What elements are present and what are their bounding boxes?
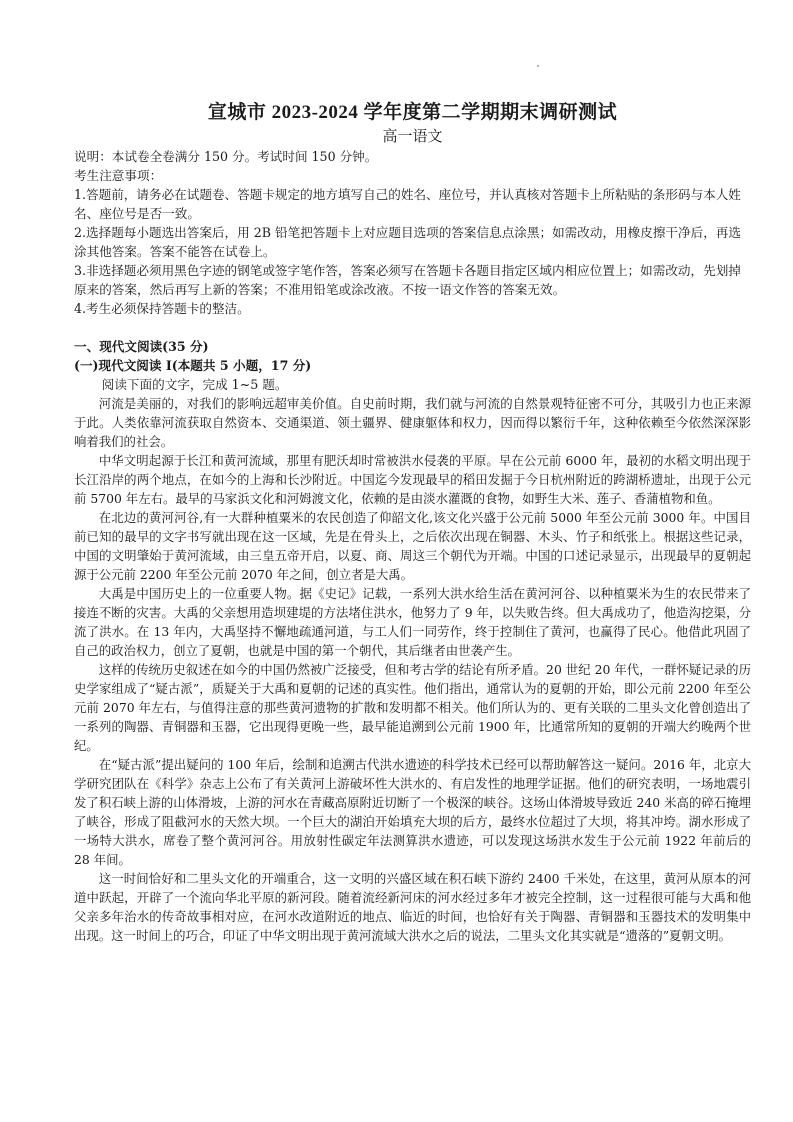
reading-instruction: 阅读下面的文字，完成 1~5 题。 — [101, 377, 288, 392]
exam-instructions: 说明：本试卷全卷满分 150 分。考试时间 150 分钟。 — [74, 149, 378, 164]
passage-paragraph: 这样的传统历史叙述在如今的中国仍然被广泛接受，但和考古学的结论有所矛盾。20 世纪 20 年代，一群怀疑记录的历史学家组成了“疑古派”，质疑关于大禹和夏朝的记述的真实性。他们指出，通常认为的夏朝的开始，即公元前 2200 年至公元前 2070 年左右，与值得注意的那些黄河遗物的扩散和发明都不相关。他们所认为的、更有关联的二里头文化曾创造出了一系列的陶器、青铜器和玉器，它出现得更晚一些，最早能追溯到公元前 1900 年，比通常所知的夏朝的开端大约晚两个世纪。 — [74, 662, 751, 753]
passage-paragraph: 这一时间恰好和二里头文化的开端重合，这一文明的兴盛区域在积石峡下游约 2400 千米处，在这里，黄河从原本的河道中跃起，开辟了一个流向华北平原的新河段。随着流经新河床的河水经过多年才被完全控制，这一过程很可能与大禹和他父亲多年治水的传奇故事相对应，在河水改道附近的地点、临近的时间，也恰好有关于陶器、青铜器和玉器技术的发明集中出现。这一时间上的巧合，印证了中华文明出现于黄河流域大洪水之后的说法，二里头文化其实就是“遗落的”夏朝文明。 — [74, 871, 751, 943]
notes-heading: 考生注意事项： — [74, 168, 163, 183]
exam-title: 宣城市 2023-2024 学年度第二学期期末调研测试 — [207, 102, 618, 123]
scan-speck — [537, 65, 539, 67]
exam-subject: 高一语文 — [382, 127, 443, 145]
section-subtitle: (一)现代文阅读 I(本题共 5 小题，17 分) — [74, 358, 312, 373]
note-item-1: 1.答题前，请务必在试题卷、答题卡规定的地方填写自己的姓名、座位号，并认真核对答题卡上所粘贴的条形码与本人姓名、座位号是否一致。 — [74, 187, 741, 221]
passage-paragraph: 大禹是中国历史上的一位重要人物。据《史记》记载，一系列大洪水给生活在黄河河谷、以种植粟米为生的农民带来了接连不断的灾害。大禹的父亲想用造坝建堤的方法堵住洪水，他努力了 9 年，以失败告终。但大禹成功了，他造沟挖渠，分流了洪水。在 13 年内，大禹坚持不懈地疏通河道，与工人们一同劳作，终于控制住了黄河，也赢得了民心。他借此巩固了自己的政治权力，创立了夏朝，也就是中国的第一个朝代，其后继者由世袭产生。 — [74, 586, 751, 658]
note-item-4: 4.考生必须保持答题卡的整洁。 — [74, 301, 250, 316]
passage-paragraph: 河流是美丽的，对我们的影响远超审美价值。自史前时期，我们就与河流的自然景观特征密不可分，其吸引力也正来源于此。人类依靠河流获取自然资本、交通渠道、领土疆界、健康躯体和权力，因而得以繁衍千年，这种依赖至今依然深深影响着我们的社会。 — [74, 396, 751, 449]
section-title: 一、现代文阅读(35 分) — [74, 339, 209, 354]
note-item-3: 3.非选择题必须用黑色字迹的钢笔或签字笔作答，答案必须写在答题卡各题目指定区域内相应位置上；如需改动，先划掉原来的答案，然后再写上新的答案；不准用铅笔或涂改液。不按一语文作答的答案无效。 — [74, 263, 741, 297]
passage-paragraph: 在北边的黄河河谷,有一大群种植粟米的农民创造了仰韶文化,该文化兴盛于公元前 5000 年至公元前 3000 年。中国目前已知的最早的文字书写就出现在这一区域，先是在骨头上，之后依次出现在铜器、木头、竹子和纸张上。根据这些记录，中国的文明肇始于黄河流域，由三皇五帝开启，以夏、商、周这三个朝代为开端。中国的口述记录显示，出现最早的夏朝起源于公元前 2200 年至公元前 2070 年之间，创立者是大禹。 — [74, 510, 751, 582]
passage-paragraph: 在“疑古派”提出疑问的 100 年后，绘制和追溯古代洪水遗迹的科学技术已经可以帮助解答这一疑问。2016 年，北京大学研究团队在《科学》杂志上公布了有关黄河上游破坏性大洪水的、有启发性的地理学证据。他们的研究表明，一场地震引发了积石峡上游的山体滑坡，上游的河水在青藏高原附近切断了一个极深的峡谷。这场山体滑坡导致近 240 米高的碎石掩埋了峡谷，形成了阻截河水的天然大坝。一个巨大的湖泊开始填充大坝的后方，最终水位超过了大坝，将其冲垮。湖水形成了一场特大洪水，席卷了整个黄河河谷。用放射性碳定年法测算洪水遗迹，可以发现这场洪水发生于公元前 1922 年前后的 28 年间。 — [74, 757, 751, 867]
reading-passage — [74, 394, 751, 945]
passage-paragraph: 中华文明起源于长江和黄河流域，那里有肥沃却时常被洪水侵袭的平原。早在公元前 6000 年，最初的水稻文明出现于长江沿岸的两个地点，在如今的上海和长沙附近。中国迄今发现最早的稻田发掘于今日杭州附近的跨湖桥遗址，出现于公元前 5700 年左右。最早的马家浜文化和河姆渡文化，依赖的是由淡水灌溉的食物，如野生大米、莲子、香蒲植物和鱼。 — [74, 453, 751, 506]
note-item-2: 2.选择题每小题选出答案后，用 2B 铅笔把答题卡上对应题目选项的答案信息点涂黑；如需改动，用橡皮擦干净后，再选涂其他答案。答案不能答在试卷上。 — [74, 225, 741, 259]
